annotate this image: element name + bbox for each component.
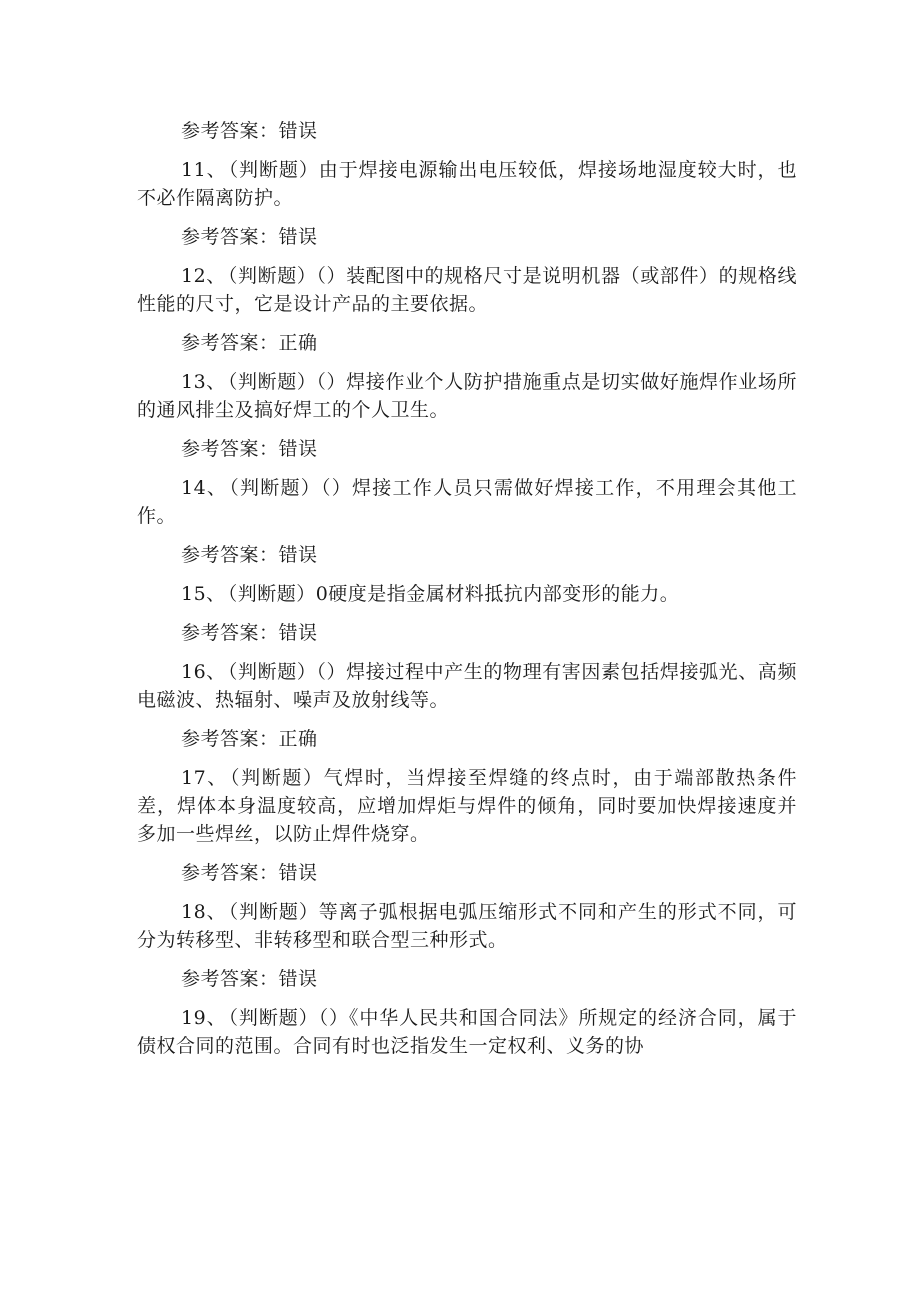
- question-text: （判断题）由于焊接电源输出电压较低，焊接场地湿度较大时，也不必作隔离防护。: [137, 159, 797, 209]
- question-number: 13、: [181, 371, 226, 393]
- answer-line: 参考答案：正确: [181, 728, 318, 750]
- question-18: [137, 898, 797, 954]
- answer-line: 参考答案：错误: [181, 968, 318, 990]
- question-text: （判断题）（）焊接工作人员只需做好焊接工作，不用理会其他工作。: [137, 477, 797, 527]
- answer-line: 参考答案：错误: [181, 120, 318, 142]
- question-14: [137, 474, 797, 530]
- question-19: [137, 1004, 797, 1060]
- document-body: [137, 117, 797, 1071]
- question-number: 11、: [181, 159, 227, 181]
- answer-line: 参考答案：正确: [181, 332, 318, 354]
- question-16: [137, 658, 797, 714]
- question-11: [137, 156, 797, 212]
- question-text: （判断题）0硬度是指金属材料抵抗内部变形的能力。: [227, 583, 680, 605]
- question-text: （判断题）（）装配图中的规格尺寸是说明机器（或部件）的规格线性能的尺寸，它是设计产品的主要依据。: [137, 265, 797, 315]
- answer-line: 参考答案：错误: [181, 438, 318, 460]
- question-17: [137, 764, 797, 848]
- answer-line: 参考答案：错误: [181, 622, 318, 644]
- answer-line: 参考答案：错误: [181, 862, 318, 884]
- question-text: （判断题）（）《中华人民共和国合同法》所规定的经济合同，属于债权合同的范围。合同有时也泛指发生一定权利、义务的协: [137, 1007, 797, 1057]
- question-text: （判断题）（）焊接作业个人防护措施重点是切实做好施焊作业场所的通风排尘及搞好焊工的个人卫生。: [137, 371, 797, 421]
- answer-line: 参考答案：错误: [181, 544, 318, 566]
- question-12: [137, 262, 797, 318]
- question-number: 15、: [181, 583, 226, 605]
- question-number: 16、: [181, 661, 226, 683]
- question-number: 19、: [181, 1007, 227, 1029]
- question-text: （判断题）气焊时，当焊接至焊缝的终点时，由于端部散热条件差，焊体本身温度较高，应增加焊炬与焊件的倾角，同时要加快焊接速度并多加一些焊丝，以防止焊件烧穿。: [137, 767, 797, 845]
- question-number: 18、: [181, 901, 227, 923]
- question-number: 12、: [181, 265, 226, 287]
- question-15: [137, 580, 797, 608]
- question-text: （判断题）（）焊接过程中产生的物理有害因素包括焊接弧光、高频电磁波、热辐射、噪声及放射线等。: [137, 661, 797, 711]
- question-number: 14、: [181, 477, 228, 499]
- question-text: （判断题）等离子弧根据电弧压缩形式不同和产生的形式不同，可分为转移型、非转移型和联合型三种形式。: [137, 901, 797, 951]
- question-13: [137, 368, 797, 424]
- answer-line: 参考答案：错误: [181, 226, 318, 248]
- question-number: 17、: [181, 767, 228, 789]
